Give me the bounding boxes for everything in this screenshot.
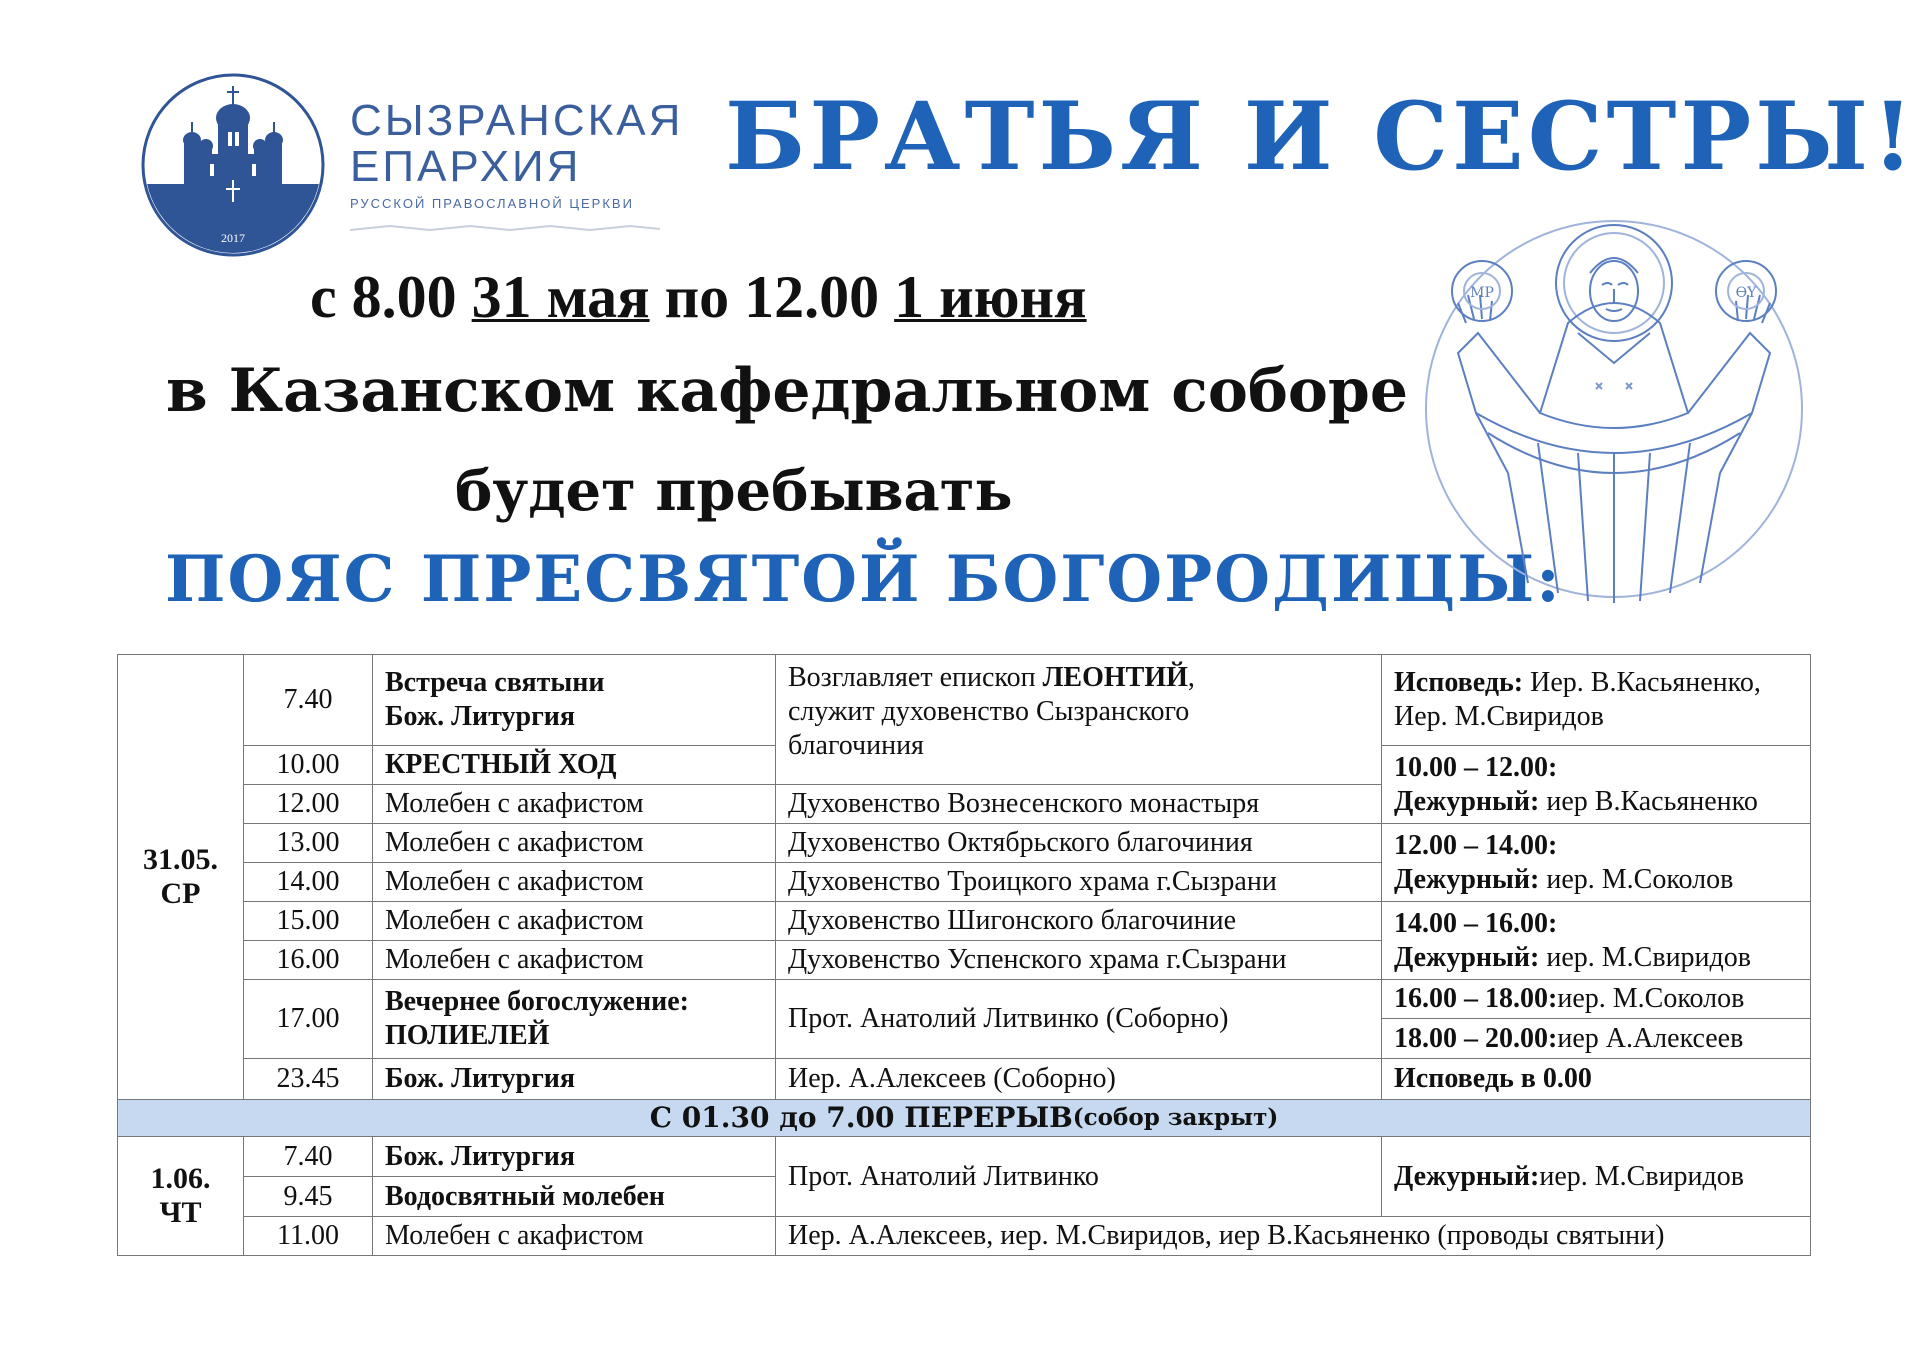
time-cell: 14.00	[243, 862, 373, 902]
duty-label: Дежурный:	[1394, 1160, 1540, 1192]
event-liturgy: Бож. Литургия	[385, 701, 576, 732]
duty-cell	[1381, 1018, 1811, 1059]
event-cell: Бож. Литургия	[372, 1058, 776, 1100]
event-cell	[372, 654, 776, 746]
duty-cell	[1381, 745, 1811, 824]
clergy-cell: Духовенство Троицкого храма г.Сызрани	[775, 862, 1382, 902]
icon-letters-right: ѲΥ	[1735, 285, 1757, 301]
event-cell: Молебен с акафистом	[372, 862, 776, 902]
start-date: 31 мая	[471, 264, 650, 330]
time-cell: 15.00	[243, 901, 373, 941]
end-date: 1 июня	[894, 264, 1087, 330]
duty-line: Иер. М.Свиридов	[1394, 701, 1604, 732]
day2-date-cell	[117, 1136, 244, 1256]
event-polyeleos: ПОЛИЕЛЕЙ	[385, 1020, 550, 1051]
duty-label: Исповедь:	[1394, 667, 1524, 698]
clergy-text: Возглавляет епископ	[788, 662, 1043, 693]
date-range-line	[310, 262, 1087, 332]
duty-cell	[1381, 823, 1811, 902]
clergy-cell	[775, 654, 1382, 785]
break-row	[117, 1099, 1811, 1137]
clergy-line	[788, 661, 1195, 695]
duty-cell	[1381, 979, 1811, 1019]
duty-label: Дежурный:	[1394, 785, 1540, 817]
event-cell: Водосвятный молебен	[372, 1176, 776, 1217]
break-text: С 01.30 до 7.00 ПЕРЕРЫВ	[649, 1101, 1073, 1134]
relic-title: ПОЯС ПРЕСВЯТОЙ БОГОРОДИЦЫ:	[165, 542, 1562, 617]
time-cell: 9.45	[243, 1176, 373, 1217]
duty-time: 14.00 – 16.00:	[1394, 907, 1558, 939]
duty-cell	[1381, 654, 1811, 746]
time-cell: 7.40	[243, 1136, 373, 1177]
event-cell: Молебен с акафистом	[372, 940, 776, 980]
clergy-cell: Прот. Анатолий Литвинко (Соборно)	[775, 979, 1382, 1059]
duty-time: 18.00 – 20.00:	[1394, 1022, 1558, 1054]
clergy-text: ,	[1187, 662, 1195, 693]
clergy-cell: Духовенство Вознесенского монастыря	[775, 784, 1382, 824]
duty-line	[1394, 785, 1758, 819]
clergy-cell: Духовенство Успенского храма г.Сызрани	[775, 940, 1382, 980]
brand-subtitle: РУССКОЙ ПРАВОСЛАВНОЙ ЦЕРКВИ	[350, 196, 634, 211]
will-stay-line: будет пребывать	[455, 458, 1013, 524]
duty-time: 12.00 – 14.00:	[1394, 829, 1558, 861]
brand-ornament	[350, 224, 660, 232]
time-cell: 16.00	[243, 940, 373, 980]
day1-weekday: СР	[160, 877, 201, 910]
day1-date-cell	[117, 654, 244, 1100]
time-cell: 11.00	[243, 1216, 373, 1256]
break-note: (собор закрыт)	[1072, 1104, 1279, 1131]
duty-cell	[1381, 901, 1811, 980]
clergy-line: служит духовенство Сызранского	[788, 696, 1190, 727]
clergy-cell: Иер. А.Алексеев (Соборно)	[775, 1058, 1382, 1100]
duty-cell	[1381, 1136, 1811, 1217]
time-cell: 17.00	[243, 979, 373, 1059]
line1-part: по 12.00	[649, 264, 895, 330]
duty-label: Дежурный:	[1394, 863, 1540, 895]
brand-name-line1: СЫЗРАНСКАЯ	[350, 96, 684, 145]
theotokos-icon	[1418, 213, 1810, 605]
schedule-table	[117, 654, 1811, 1256]
clergy-line: благочиния	[788, 730, 924, 761]
clergy-cell: Прот. Анатолий Литвинко	[775, 1136, 1382, 1217]
time-cell: 13.00	[243, 823, 373, 863]
time-cell: 7.40	[243, 654, 373, 746]
brand-name-line2: ЕПАРХИЯ	[350, 142, 582, 191]
day2-date: 1.06.	[150, 1162, 211, 1195]
event-cell: Молебен с акафистом	[372, 784, 776, 824]
duty-line	[1394, 941, 1751, 975]
event-cell: КРЕСТНЫЙ ХОД	[372, 745, 776, 785]
time-cell: 10.00	[243, 745, 373, 785]
day1-date: 31.05.	[143, 843, 218, 876]
event-cell: Бож. Литургия	[372, 1136, 776, 1177]
duty-name: иер А.Алексеев	[1557, 1022, 1744, 1054]
duty-label: Дежурный:	[1394, 941, 1540, 973]
duty-name: иер В.Касьяненко	[1539, 785, 1758, 817]
clergy-cell: Духовенство Октябрьского благочиния	[775, 823, 1382, 863]
location-line: в Казанском кафедральном соборе	[166, 356, 1409, 426]
greeting-title: БРАТЬЯ И СЕСТРЫ!	[725, 82, 1918, 192]
duty-name: Иер. В.Касьяненко,	[1523, 667, 1761, 698]
time-cell: 23.45	[243, 1058, 373, 1100]
clergy-cell: Иер. А.Алексеев, иер. М.Свиридов, иер В.Касьяненко (проводы святыни)	[775, 1216, 1811, 1256]
icon-letters-left: МР	[1470, 285, 1494, 301]
duty-time: 16.00 – 18.00:	[1394, 983, 1558, 1014]
line1-part: с 8.00	[310, 264, 472, 330]
duty-time: 10.00 – 12.00:	[1394, 751, 1558, 783]
svg-text:2017: 2017	[221, 231, 245, 245]
duty-name: иер. М.Соколов	[1557, 983, 1745, 1014]
event-meet: Встреча святыни	[385, 667, 605, 698]
duty-name: иер. М.Соколов	[1539, 863, 1734, 895]
duty-name: иер. М.Свиридов	[1539, 1160, 1744, 1192]
event-vespers: Вечернее богослужение:	[385, 986, 689, 1017]
duty-line	[1394, 863, 1733, 897]
time-cell: 12.00	[243, 784, 373, 824]
clergy-cell: Духовенство Шигонского благочиние	[775, 901, 1382, 941]
event-cell: Молебен с акафистом	[372, 1216, 776, 1256]
diocese-logo	[140, 72, 326, 258]
event-cell: Молебен с акафистом	[372, 901, 776, 941]
event-cell: Молебен с акафистом	[372, 823, 776, 863]
duty-name: иер. М.Свиридов	[1539, 941, 1751, 973]
bishop-name: ЛЕОНТИЙ	[1042, 662, 1188, 693]
duty-line	[1394, 666, 1761, 700]
event-cell	[372, 979, 776, 1059]
duty-cell: Исповедь в 0.00	[1381, 1058, 1811, 1100]
day2-weekday: ЧТ	[159, 1196, 202, 1229]
